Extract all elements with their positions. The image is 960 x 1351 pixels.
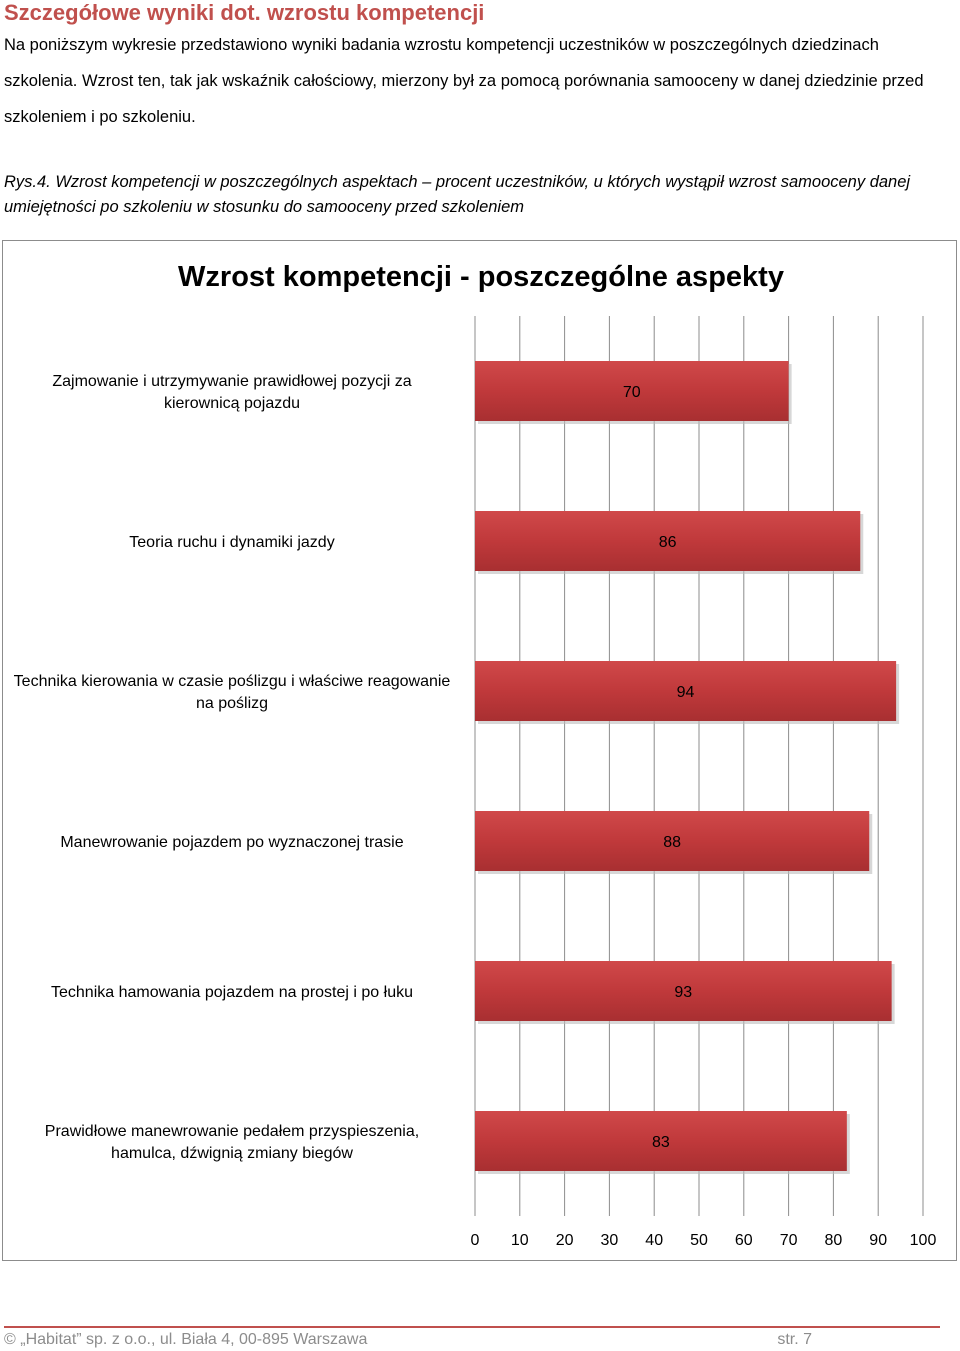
- section-heading: Szczegółowe wyniki dot. wzrostu kompetencji: [4, 0, 485, 25]
- chart-canvas: [3, 241, 958, 1262]
- tick-label: 40: [645, 1232, 664, 1249]
- page-footer: [4, 1331, 940, 1351]
- page-number: str. 7: [777, 1331, 812, 1348]
- tick-label: 100: [909, 1232, 937, 1249]
- data-label: 88: [663, 834, 682, 851]
- category-label: na poślizg: [195, 695, 269, 712]
- tick-label: 90: [869, 1232, 888, 1249]
- tick-label: 60: [734, 1232, 753, 1249]
- data-label: 83: [652, 1134, 670, 1151]
- data-label: 94: [676, 684, 695, 701]
- category-label: kierownicą pojazdu: [163, 395, 301, 412]
- tick-label: 20: [555, 1232, 574, 1249]
- tick-label: 80: [824, 1232, 843, 1249]
- tick-label: 10: [510, 1232, 529, 1249]
- category-label: hamulca, dźwignią zmiany biegów: [111, 1145, 353, 1162]
- figure-caption: Rys.4. Wzrost kompetencji w poszczególnych aspektach – procent uczestników, u których wystąpił wzrost samooceny danej umiejętności po szkoleniu w stosunku do samooceny przed szkoleniem: [4, 173, 911, 216]
- category-label: Teoria ruchu i dynamiki jazdy: [129, 534, 335, 551]
- data-label: 86: [658, 534, 677, 551]
- tick-label: 50: [690, 1232, 708, 1249]
- chart-title: Wzrost kompetencji - poszczególne aspekty: [178, 261, 784, 293]
- data-label: 70: [622, 384, 641, 401]
- tick-label: 70: [779, 1232, 798, 1249]
- bar-chart: [2, 240, 957, 1261]
- category-label: Manewrowanie pojazdem po wyznaczonej trasie: [60, 834, 404, 851]
- footer-copyright: © „Habitat” sp. z o.o., ul. Biała 4, 00-895 Warszawa: [4, 1331, 368, 1348]
- category-label: Zajmowanie i utrzymywanie prawidłowej pozycji za: [52, 373, 412, 390]
- tick-label: 0: [470, 1232, 480, 1249]
- intro-paragraph: Na poniższym wykresie przedstawiono wyniki badania wzrostu kompetencji uczestników w poszczególnych dziedzinach szkolenia. Wzrost ten, tak jak wskaźnik całościowy, mierzony był za pomocą porównania samooceny w danej dziedzinie przed szkoleniem i po szkoleniu.: [4, 36, 924, 126]
- footer-divider: [4, 1326, 940, 1328]
- category-label: Prawidłowe manewrowanie pedałem przyspieszenia,: [44, 1123, 420, 1140]
- category-label: Technika hamowania pojazdem na prostej i po łuku: [51, 984, 413, 1001]
- category-label: Technika kierowania w czasie poślizgu i właściwe reagowanie: [13, 673, 451, 690]
- tick-label: 30: [600, 1232, 619, 1249]
- data-label: 93: [674, 984, 693, 1001]
